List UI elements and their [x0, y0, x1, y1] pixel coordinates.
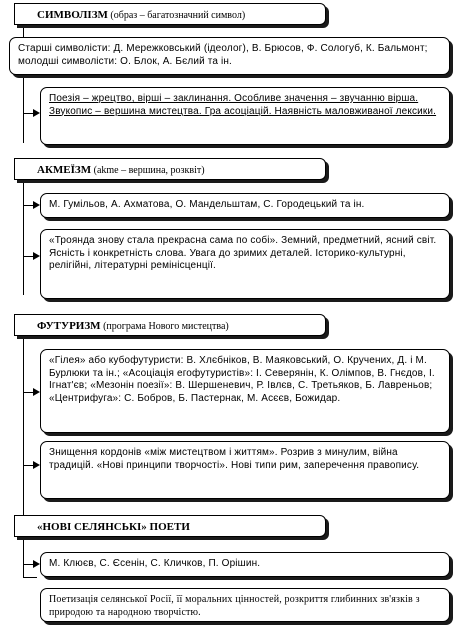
section-title: АКМЕЇЗМ: [37, 164, 92, 176]
arrow-icon: [33, 388, 40, 396]
section-header-acmeism: [14, 158, 326, 180]
section-header-futurism: [14, 314, 326, 336]
peasant-poets-principles-box: [40, 588, 450, 622]
section-title: СИМВОЛІЗМ: [37, 9, 108, 21]
connector-tick: [23, 577, 37, 578]
arrow-icon: [33, 109, 40, 117]
arrow-icon: [33, 201, 40, 209]
peasant-poets-members-box: [40, 552, 450, 577]
item-text: «Гілея» або кубофутуристи: В. Хлєбніков, В. Маяковський, О. Кручених, Д. і М. Бурлюки та ін.; «Асоціація егофутуристів»: І. Северянін, К. Олімпов, В. Гнєдов, І. Ігнат'єв; «Мезонін поезії»: В. Шершеневич, Р. Івлєв, С. Третьяков, Б. Лавреньов; «Центрифуга»: С. Бобров, Б. Пастернак, М. Асєєв, Божидар.: [49, 355, 435, 404]
section-title: ФУТУРИЗМ: [37, 320, 101, 332]
section-subtitle: (akme – вершина, розквіт): [91, 165, 205, 176]
connector-line: [23, 180, 24, 295]
connector-line: [23, 537, 24, 577]
item-text: Поетизація селянської Росії, її моральних цінностей, розкриття глибинних зв'язків з природою та народною творчістю.: [49, 594, 420, 618]
symbolism-members-box: [9, 37, 450, 75]
connector-line: [23, 336, 24, 530]
futurism-groups-box: [40, 349, 450, 433]
section-subtitle: (образ – багатозначний символ): [107, 10, 246, 21]
arrow-icon: [33, 461, 40, 469]
symbolism-principles-box: [40, 87, 450, 145]
acmeism-principles-box: [40, 229, 450, 299]
item-text: Старші символісти: Д. Мережковський (ідеолог), В. Брюсов, Ф. Сологуб, К. Бальмонт; молодші символісти: О. Блок, А. Бєлий та ін.: [18, 43, 428, 67]
arrow-icon: [33, 252, 40, 260]
acmeism-members-box: [40, 193, 450, 218]
item-text: «Троянда знову стала прекрасна сама по собі». Земний, предметний, ясний світ. Ясність і конкретність слова. Увага до зримих деталей. Історико-культурні, релігійні, літературні ремінісценції.: [49, 235, 437, 272]
item-text: М. Клюєв, С. Єсенін, С. Кличков, П. Орішин.: [49, 558, 261, 569]
arrow-icon: [33, 560, 40, 568]
item-text: М. Гумільов, А. Ахматова, О. Мандельштам, С. Городецький та ін.: [49, 199, 365, 210]
section-header-peasant-poets: [14, 515, 326, 537]
section-subtitle: (програма Нового мистецтва): [100, 321, 229, 332]
futurism-principles-box: [40, 441, 450, 499]
section-header-symbolism: [14, 3, 326, 25]
item-text: Знищення кордонів «між мистецтвом і життям». Розрив з минулим, війна традицій. «Нові принципи творчості». Нові типи рим, заперечення правопису.: [49, 447, 420, 471]
item-text: Поезія – жрецтво, вірші – заклинання. Особливе значення – звучанню вірша. Звукопис – вершина мистецтва. Гра асоціацій. Наявність маловживаної лексики.: [49, 93, 437, 117]
section-title: «НОВІ СЕЛЯНСЬКІ» ПОЕТИ: [37, 521, 190, 533]
